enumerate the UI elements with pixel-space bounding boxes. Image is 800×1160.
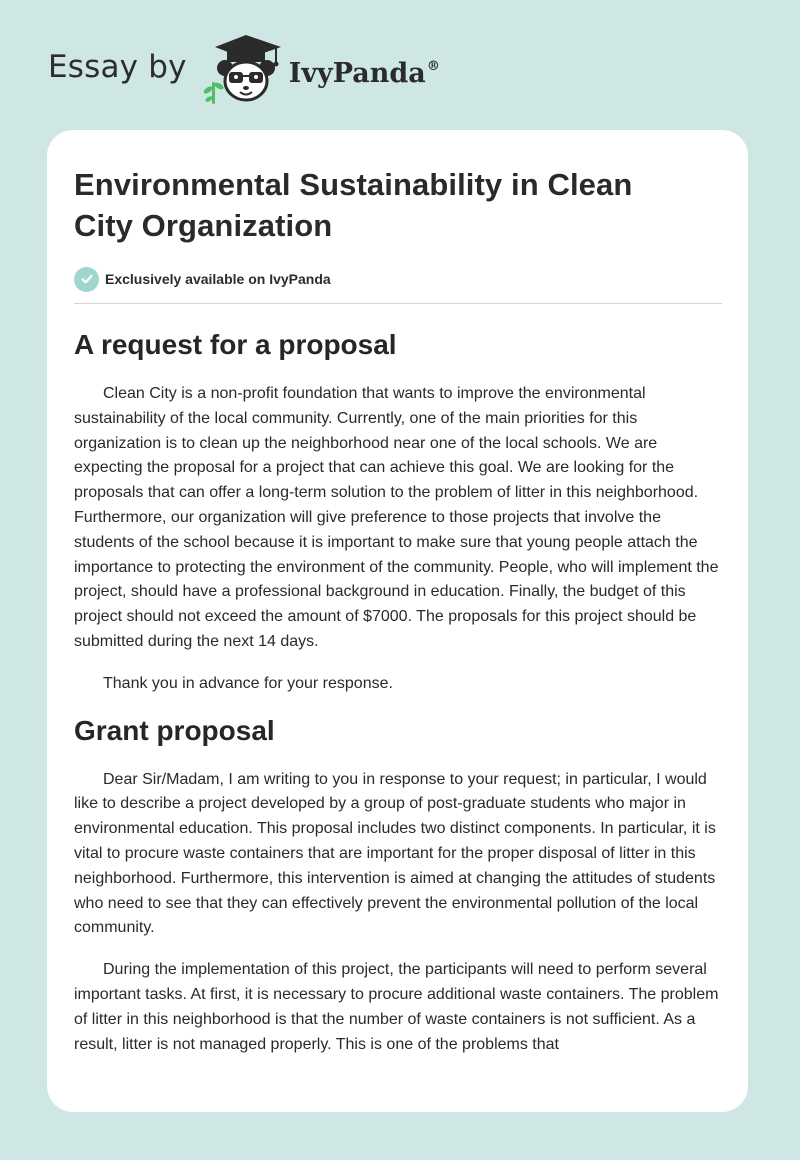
paragraph: During the implementation of this project, the participants will need to perform several important tasks. At first, it is necessary to procure additional waste containers. The problem of litter in this neighborhood is that the number of waste containers is not sufficient. As a result, litter is not managed properly. This is one of the problems that: [74, 961, 719, 1053]
paragraph: Dear Sir/Madam, I am writing to you in response to your request; in particular, I would like to describe a project developed by a group of post-graduate students who major in environmental education. This proposal includes two distinct components. In particular, it is vital to procure waste containers that are important for the proper disposal of litter in this neighborhood. Furthermore, this intervention is aimed at changing the attitudes of students who need to see that they can effectively prevent the environmental pollution of the local community.: [74, 770, 716, 937]
section-heading-grant: Grant proposal: [74, 714, 275, 746]
check-circle-icon: [74, 267, 99, 292]
brand-name[interactable]: IvyPanda®: [288, 57, 440, 89]
paragraph: Clean City is a non-profit foundation that wants to improve the environmental sustainability of the local community. Currently, one of the main priorities for this organization is to clean up the neighborhood near one of the local schools. We are expecting the proposal for a project that can achieve this goal. We are looking for the proposals that can offer a long-term solution to the problem of litter in this neighborhood. Furthermore, our organization will give preference to those projects that involve the students of the school because it is important to make sure that young people attach the importance to protecting the environment of the community. People, who will implement the project, should have a professional background in education. Finally, the budget of this project should not exceed the amount of $7000. The proposals for this project should be submitted during the next 14 days.: [74, 385, 719, 650]
registered-mark: ®: [426, 58, 440, 74]
essay-by-label: Essay by: [48, 49, 187, 85]
section-body-request: [74, 382, 722, 697]
title-divider: [74, 303, 722, 304]
section-body-grant: [74, 768, 722, 1058]
page-title: Environmental Sustainability in Clean City Organization: [74, 167, 633, 243]
badge-text: Exclusively available on IvyPanda: [105, 271, 331, 287]
section-heading-request: A request for a proposal: [74, 329, 397, 360]
panda-graduate-icon[interactable]: [203, 30, 289, 110]
essay-card: [47, 130, 748, 1112]
paragraph: Thank you in advance for your response.: [103, 674, 393, 692]
site-header: [48, 30, 440, 110]
exclusive-badge: [74, 264, 722, 294]
